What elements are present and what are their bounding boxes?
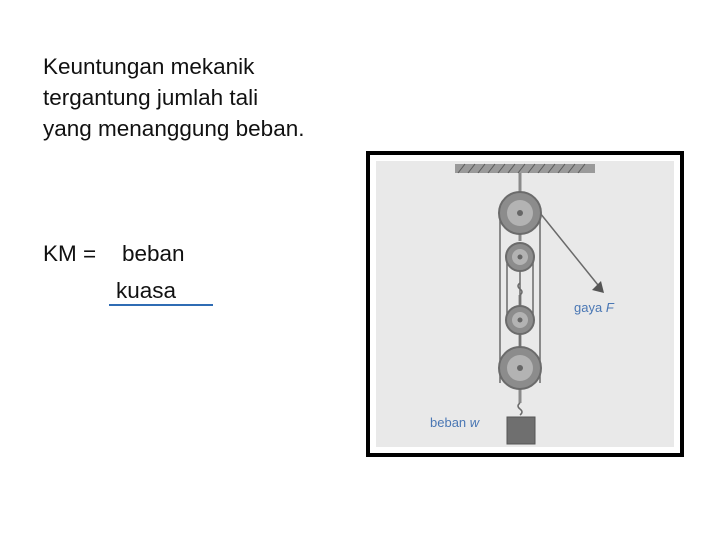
pulley-bottom-large xyxy=(499,347,541,389)
load-label xyxy=(430,415,479,430)
fraction-line xyxy=(109,304,213,306)
pulley-figure xyxy=(366,151,684,457)
force-label xyxy=(574,300,614,315)
force-label-text: gaya xyxy=(574,300,603,315)
km-label: KM = xyxy=(43,241,97,266)
formula-denominator: kuasa xyxy=(116,278,177,303)
pulley-top-small xyxy=(506,243,534,271)
load-block xyxy=(507,417,535,444)
heading-line-3: yang menanggung beban. xyxy=(43,116,305,141)
formula-numerator: beban xyxy=(122,241,185,266)
force-symbol: F xyxy=(605,300,614,315)
load-symbol: w xyxy=(469,415,480,430)
pulley-top-large xyxy=(499,192,541,234)
heading-line-2: tergantung jumlah tali xyxy=(43,85,259,110)
load-label-text: beban xyxy=(430,415,467,430)
pulley-bottom-small xyxy=(506,306,534,334)
slide-heading xyxy=(43,51,363,144)
pulley-diagram xyxy=(370,155,680,453)
km-formula xyxy=(43,238,283,318)
heading-line-1: Keuntungan mekanik xyxy=(43,54,255,79)
